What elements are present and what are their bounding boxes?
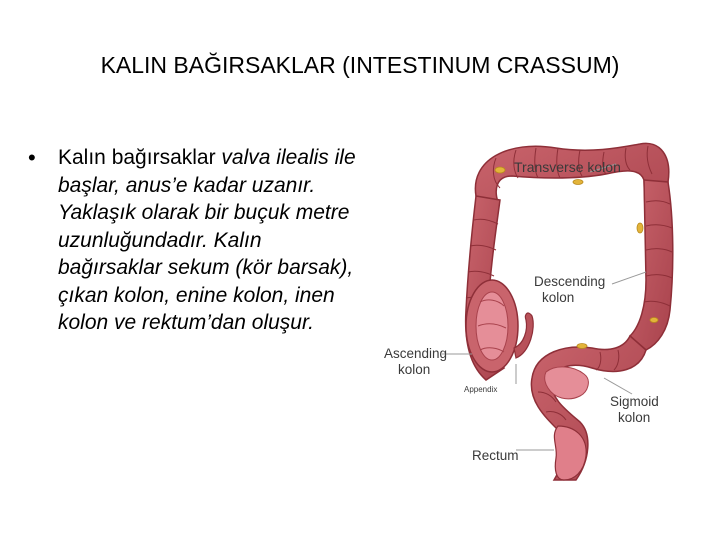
label-transverse-colon: Transverse kolon: [514, 159, 621, 175]
label-appendix: Appendix: [464, 385, 498, 394]
text-normal: Kalın bağırsaklar: [58, 146, 222, 169]
descending-colon: [630, 180, 673, 350]
bullet-item: [28, 144, 368, 337]
bullet-text: [58, 144, 368, 337]
large-intestine-illustration: [378, 130, 710, 490]
label-rectum: Rectum: [472, 448, 519, 463]
label-descending-colon-line2: kolon: [542, 290, 575, 305]
label-descending-colon-line1: Descending: [534, 274, 606, 289]
label-sigmoid-colon-line2: kolon: [618, 410, 651, 425]
slide-title: KALIN BAĞIRSAKLAR (INTESTINUM CRASSUM): [100, 52, 620, 78]
text-italic: valva ilealis ile başlar, anus’e kadar uzanır. Yaklaşık olarak bir buçuk metre uzunluğundadır. Kalın bağırsaklar sekum (kör barsak), çıkan kolon, enine kolon, inen kolon ve rektum’dan oluşur.: [58, 146, 356, 334]
label-ascending-colon-line1: Ascending: [384, 346, 448, 361]
bullet-symbol: •: [28, 145, 36, 170]
slide-body: [28, 144, 368, 337]
fat-appendages: [495, 167, 658, 349]
label-sigmoid-colon-line1: Sigmoid: [610, 394, 659, 409]
label-ascending-colon-line2: kolon: [398, 362, 431, 377]
